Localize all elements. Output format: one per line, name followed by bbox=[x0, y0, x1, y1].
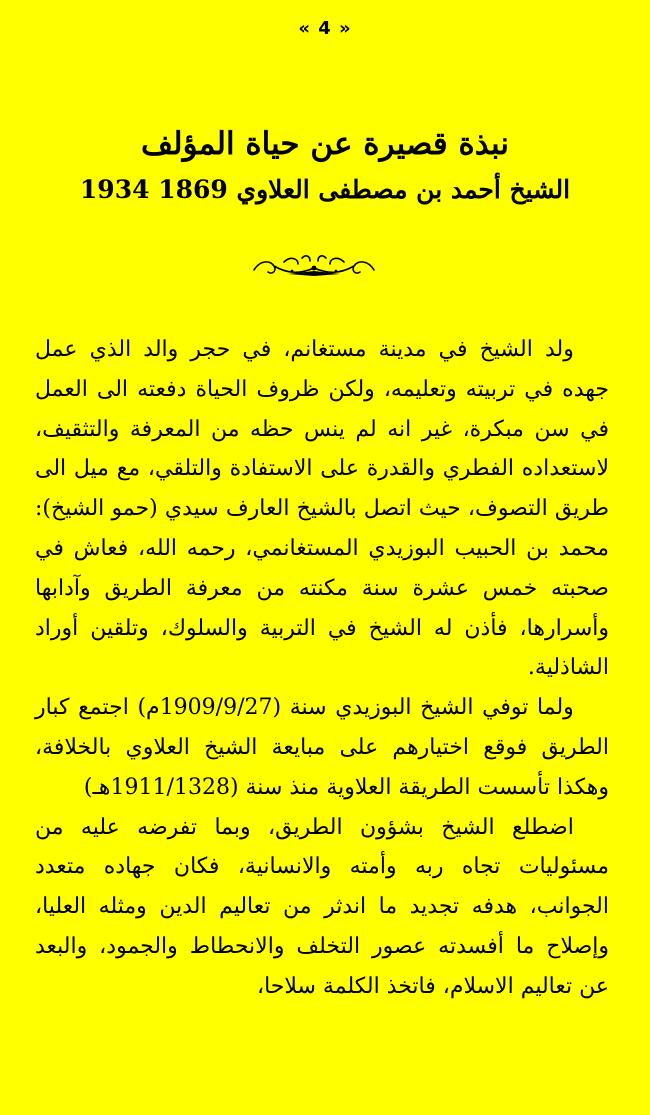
decorative-scroll-ornament-icon bbox=[248, 252, 380, 282]
page-subtitle: الشيخ أحمد بن مصطفى العلاوي 1869 1934 bbox=[79, 175, 571, 204]
body-text bbox=[35, 330, 609, 1007]
page-title: نبذة قصيرة عن حياة المؤلف bbox=[141, 126, 509, 162]
page-number: « 4 » bbox=[298, 18, 352, 39]
paragraph-3: اضطلع الشيخ بشؤون الطريق، وبما تفرضه عليه من مسئوليات تجاه ربه وأمته والانسانية، فكان جهاده متعدد الجوانب، هدفه تجديد ما اندثر من تعاليم الدين ومثله العليا، وإصلاح ما أفسدته عصور التخلف والانحطاط والجمود، والبعد عن تعاليم الاسلام، فاتخذ الكلمة سلاحا، bbox=[35, 814, 609, 999]
paragraph-1: ولد الشيخ في مدينة مستغانم، في حجر والد الذي عمل جهده في تربيته وتعليمه، ولكن ظروف الحياة دفعته الى العمل في سن مبكرة، غير انه لم ينس حظه من المعرفة والتثقيف، لاستعداده الفطري والقدرة على الاستفادة والتلقي، مع ميل الى طريق التصوف، حيث اتصل بالشيخ العارف سيدي (حمو الشيخ): محمد بن الحبيب البوزيدي المستغانمي، رحمه الله، فعاش في صحبته خمس عشرة سنة مكنته من معرفة الطريق وآدابها وأسرارها، فأذن له الشيخ في التربية والسلوك، وتلقين أوراد الشاذلية. bbox=[35, 337, 609, 681]
paragraph-2: ولما توفي الشيخ البوزيدي سنة (1909/9/27م) اجتمع كبار الطريق فوقع اختيارهم على مبايعة الشيخ العلاوي بالخلافة، وهكذا تأسست الطريقة العلاوية منذ سنة (1911/1328هـ) bbox=[35, 695, 609, 800]
